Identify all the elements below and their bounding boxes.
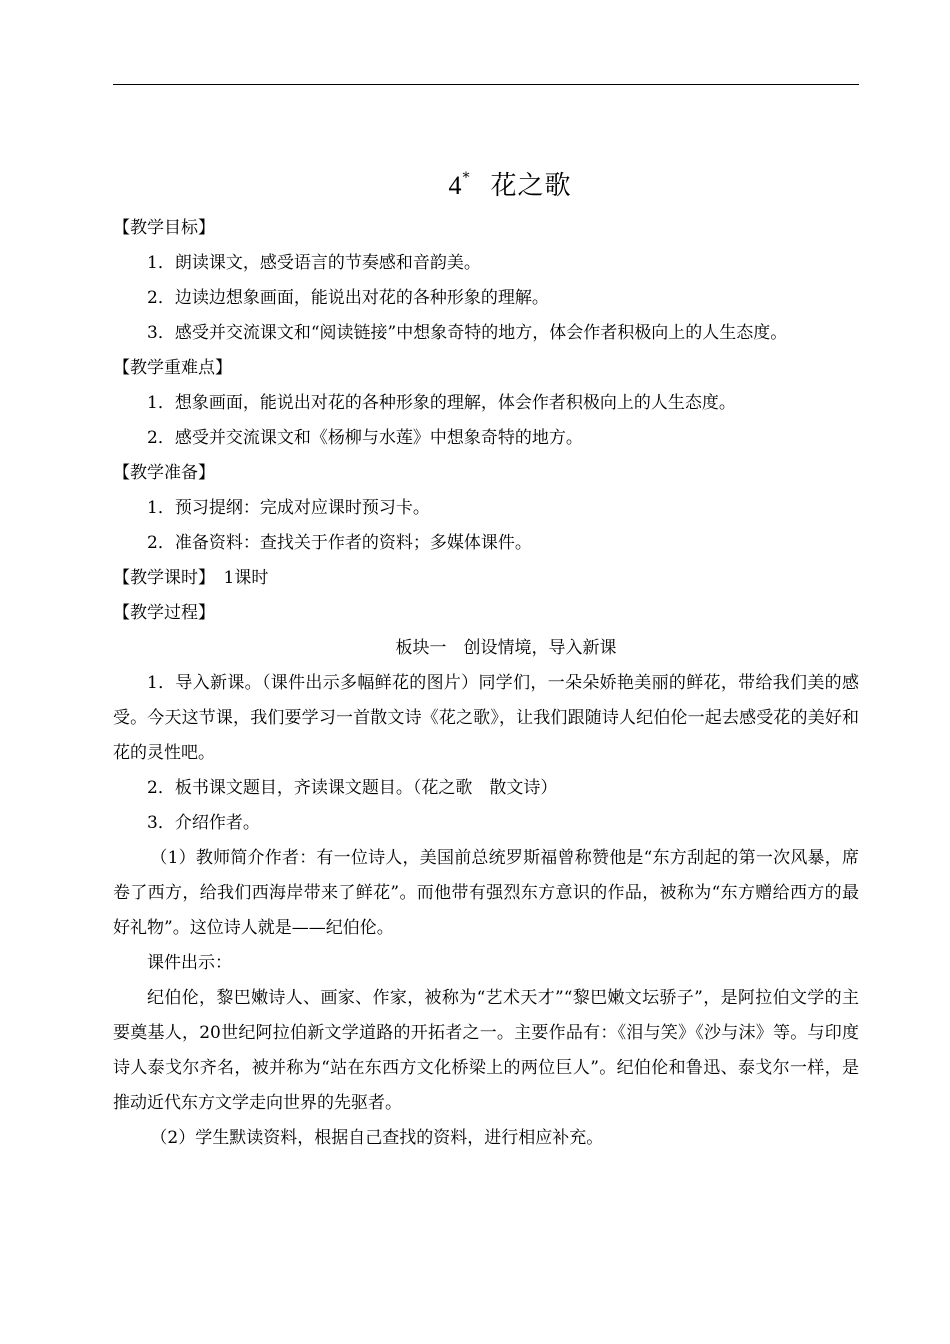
objectives-heading: 【教学目标】 [113,218,215,238]
hours-line [113,561,859,596]
process-item: 3．介绍作者。 [147,813,260,833]
document-body [113,211,859,1156]
objective-item: 1．朗读课文，感受语言的节奏感和音韵美。 [147,253,481,273]
objective-item: 2．边读边想象画面，能说出对花的各种形象的理解。 [147,288,549,308]
keypoints-heading: 【教学重难点】 [113,358,232,378]
hours-heading: 【教学课时】 [113,568,207,588]
prep-item: 1．预习提纲：完成对应课时预习卡。 [147,498,430,518]
page-title [0,158,950,206]
courseware-label: 课件出示： [147,953,232,973]
sub-item: （1）教师简介作者：有一位诗人，美国前总统罗斯福曾称赞他是“东方刮起的第一次风暴，席卷了西方，给我们西海岸带来了鲜花”。而他带有强烈东方意识的作品，被称为“东方赠给西方的最好礼物”。这位诗人就是——纪伯伦。 [113,848,859,938]
process-item: 1．导入新课。（课件出示多幅鲜花的图片）同学们，一朵朵娇艳美丽的鲜花，带给我们美的感受。今天这节课，我们要学习一首散文诗《花之歌》，让我们跟随诗人纪伯伦一起去感受花的美好和花的灵性吧。 [113,673,859,763]
objective-item: 3．感受并交流课文和“阅读链接”中想象奇特的地方，体会作者积极向上的人生态度。 [147,323,788,343]
lesson-number: 4 [448,171,463,200]
sub-item: （2）学生默读资料，根据自己查找的资料，进行相应补充。 [150,1128,604,1148]
courseware-text: 纪伯伦，黎巴嫩诗人、画家、作家，被称为“艺术天才”“黎巴嫩文坛骄子”，是阿拉伯文学的主要奠基人，20世纪阿拉伯新文学道路的开拓者之一。主要作品有：《泪与笑》《沙与沫》等。与印度诗人泰戈尔齐名，被并称为“站在东西方文化桥梁上的两位巨人”。纪伯伦和鲁迅、泰戈尔一样，是推动近代东方文学走向世界的先驱者。 [113,988,859,1113]
block1-title: 板块一 创设情境，导入新课 [395,638,617,658]
keypoint-item: 1．想象画面，能说出对花的各种形象的理解，体会作者积极向上的人生态度。 [147,393,736,413]
prep-heading: 【教学准备】 [113,463,215,483]
lesson-mark: * [462,170,471,186]
prep-item: 2．准备资料：查找关于作者的资料；多媒体课件。 [147,533,532,553]
lesson-name: 花之歌 [490,171,572,201]
process-heading: 【教学过程】 [113,603,215,623]
hours-value: 1课时 [223,568,269,588]
header-rule [113,84,859,85]
keypoint-item: 2．感受并交流课文和《杨柳与水莲》中想象奇特的地方。 [147,428,583,448]
process-item: 2．板书课文题目，齐读课文题目。（花之歌 散文诗） [147,778,558,798]
